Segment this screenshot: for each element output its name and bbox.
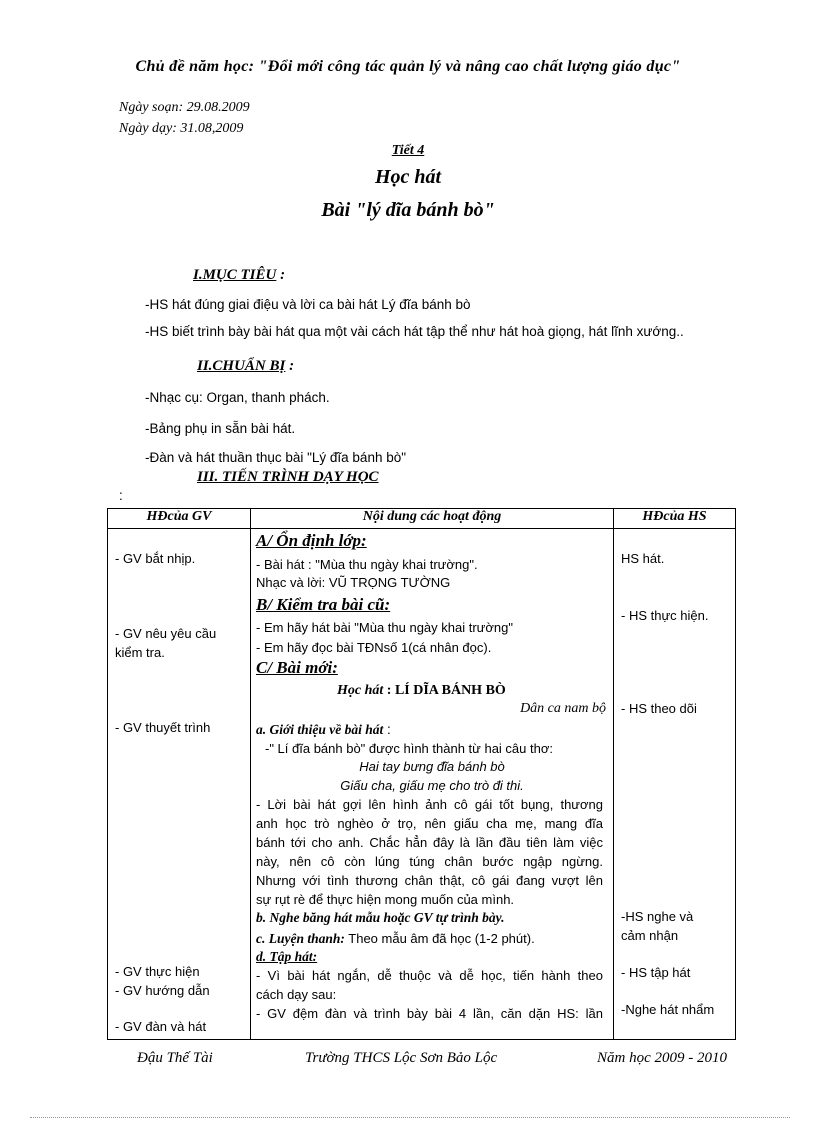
student-activity: - HS tập hát bbox=[621, 965, 691, 980]
content-line: -" Lí đĩa bánh bò" được hình thành từ hai câu thơ: bbox=[265, 741, 553, 756]
preparation-item: -Đàn và hát thuần thục bài "Lý đĩa bánh bò" bbox=[145, 450, 407, 465]
period-label: Tiết 4 bbox=[391, 143, 425, 158]
student-activity: HS hát. bbox=[621, 551, 665, 566]
lesson-type: Học hát bbox=[374, 166, 442, 188]
teacher-activity: - GV thực hiện bbox=[115, 964, 200, 979]
teacher-activity-cell bbox=[108, 529, 251, 1040]
preparation-item: -Bảng phụ in sẵn bài hát. bbox=[145, 421, 296, 436]
teacher-column-header: HĐcủa GV bbox=[108, 509, 251, 529]
content-line: - Em hãy hát bài "Mùa thu ngày khai trường" bbox=[256, 620, 513, 635]
prepared-date: Ngày soạn: 29.08.2009 bbox=[119, 100, 250, 115]
content-line: - Em hãy đọc bài TĐNsố 1(cá nhân đọc). bbox=[256, 640, 492, 655]
paragraph-line: này, nên cô còn lúng túng chân bước ngập ngừng. bbox=[256, 854, 603, 869]
paragraph-line: sự rụt rè để thực hiện mong muốn của mình. bbox=[256, 892, 515, 907]
footer-year: Năm học 2009 - 2010 bbox=[597, 1050, 727, 1066]
paragraph-line: Nhưng với tình thương chân thật, cô gái đang vượt lên bbox=[256, 873, 603, 888]
paragraph-line: - Lời bài hát gợi lên hình ảnh cô gái tốt bụng, thương bbox=[256, 797, 603, 812]
table-header-row bbox=[108, 509, 736, 529]
content-line: - Bài hát : "Mùa thu ngày khai trường". bbox=[256, 557, 478, 572]
header-theme: Chủ đề năm học: "Đổi mới công tác quản lý và nâng cao chất lượng giáo dục" bbox=[135, 58, 681, 75]
footer-school: Trường THCS Lộc Sơn Bảo Lộc bbox=[305, 1050, 498, 1066]
song-line: Học hát : LÍ DĨA BÁNH BÒ bbox=[337, 683, 506, 698]
song-origin: Dân ca nam bộ bbox=[520, 701, 606, 716]
student-activity: -Nghe hát nhẩm bbox=[621, 1002, 715, 1017]
footer-author: Đậu Thế Tài bbox=[137, 1050, 213, 1066]
student-activity-cell bbox=[614, 529, 736, 1040]
teacher-activity: kiểm tra. bbox=[115, 645, 165, 660]
content-line: cách dạy sau: bbox=[256, 987, 337, 1002]
content-cell bbox=[251, 529, 614, 1040]
taught-date: Ngày dạy: 31.08,2009 bbox=[119, 121, 244, 136]
student-activity: cảm nhận bbox=[621, 928, 679, 943]
preparation-item: -Nhạc cụ: Organ, thanh phách. bbox=[145, 390, 330, 405]
table-row bbox=[108, 529, 736, 1040]
content-line: - GV đệm đàn và trình bày bài 4 lần, căn dặn HS: lần bbox=[256, 1006, 603, 1021]
page-divider bbox=[30, 1117, 790, 1118]
student-column-header: HĐcủa HS bbox=[614, 509, 736, 529]
student-activity: - HS thực hiện. bbox=[621, 608, 709, 623]
objective-item: -HS biết trình bày bài hát qua một vài cách hát tập thể như hát hoà giọng, hát lĩnh xướng.. bbox=[145, 324, 684, 339]
objective-item: -HS hát đúng giai điệu và lời ca bài hát Lý đĩa bánh bò bbox=[145, 297, 471, 312]
poem-line: Giấu cha, giấu mẹ cho trò đi thi. bbox=[340, 778, 524, 793]
song-title: Bài "lý dĩa bánh bò" bbox=[321, 199, 495, 221]
teacher-activity: - GV đàn và hát bbox=[115, 1019, 207, 1034]
poem-line: Hai tay bưng đĩa bánh bò bbox=[359, 759, 505, 774]
process-colon: : bbox=[119, 488, 123, 503]
teacher-activity: - GV nêu yêu cầu bbox=[115, 626, 217, 641]
section-process-title: III. TIẾN TRÌNH DẠY HỌC bbox=[197, 469, 379, 485]
practice-heading: d. Tập hát: bbox=[256, 949, 318, 964]
lesson-table bbox=[107, 508, 736, 1040]
section-a-heading: A/ Ổn định lớp: bbox=[256, 531, 367, 550]
student-activity: - HS theo dõi bbox=[621, 701, 697, 716]
section-c-heading: C/ Bài mới: bbox=[256, 658, 338, 677]
paragraph-line: bánh tới cho anh. Chắc hẳn đây là lần đầu tiên làm việc bbox=[256, 835, 603, 850]
section-b-heading: B/ Kiểm tra bài cũ: bbox=[256, 595, 391, 614]
warmup-line: c. Luyện thanh: Theo mẫu âm đã học (1-2 phút). bbox=[256, 931, 535, 946]
teacher-activity: - GV thuyết trình bbox=[115, 720, 211, 735]
section-objectives-title: I.MỤC TIÊU : bbox=[193, 267, 286, 283]
paragraph-line: anh học trò nghèo ở trọ, nên giấu cha mẹ, mang đĩa bbox=[256, 816, 603, 831]
intro-heading: a. Giới thiệu về bài hát : bbox=[256, 722, 391, 737]
content-line: Nhạc và lời: VŨ TRỌNG TƯỜNG bbox=[256, 575, 451, 590]
student-activity: -HS nghe và bbox=[621, 909, 694, 924]
teacher-activity: - GV hướng dẫn bbox=[115, 983, 210, 998]
listen-heading: b. Nghe băng hát mẫu hoặc GV tự trình bày. bbox=[256, 910, 505, 925]
section-preparation-title: II.CHUẨN BỊ : bbox=[197, 358, 295, 374]
content-line: - Vì bài hát ngắn, dễ thuộc và dễ học, tiến hành theo bbox=[256, 968, 603, 983]
content-column-header: Nội dung các hoạt động bbox=[251, 509, 614, 529]
teacher-activity: - GV bắt nhịp. bbox=[115, 551, 196, 566]
